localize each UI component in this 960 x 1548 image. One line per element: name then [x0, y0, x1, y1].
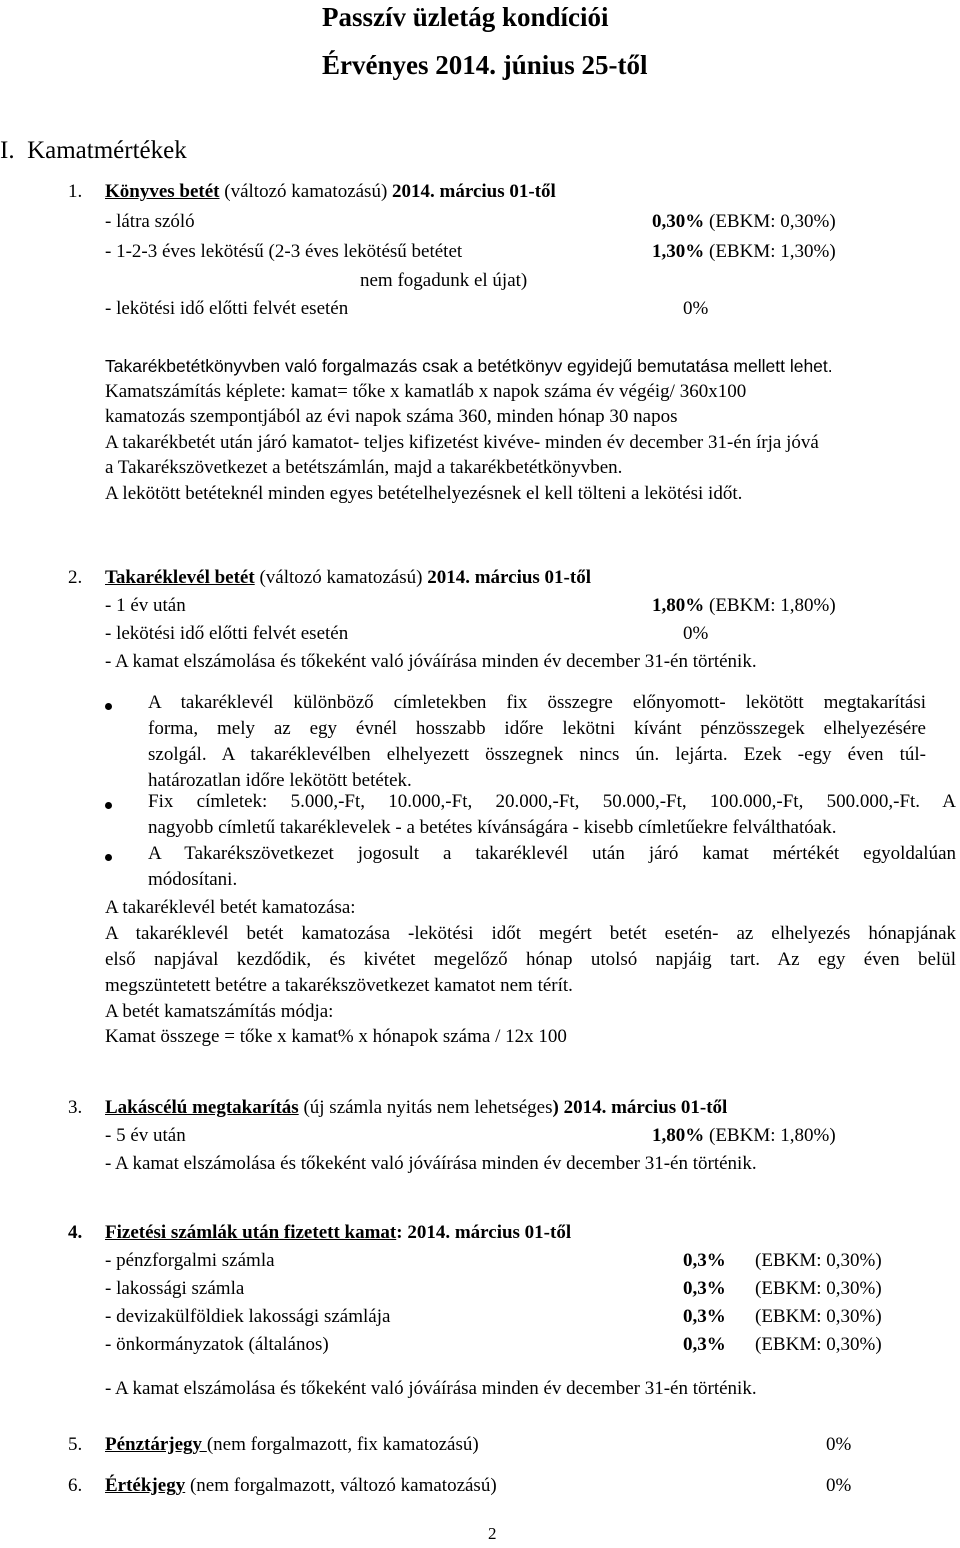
s1-r2-ebkm: (EBKM: 1,30%): [709, 241, 836, 262]
s4-colon: :: [396, 1222, 403, 1243]
s5-desc: (nem forgalmazott, fix kamatozású): [206, 1434, 479, 1455]
s2-type: (változó kamatozású): [254, 567, 428, 588]
s1-name: Könyves betét: [105, 181, 220, 202]
s2-r1-ebkm: (EBKM: 1,80%): [709, 595, 836, 616]
s1-r2-value: [652, 240, 836, 264]
s2-r2-rate: 0%: [683, 623, 709, 644]
s1-paragraph: Takarékbetétkönyvben való forgalmazás csak a betétkönyv egyidejű bemutatása mellett lehet.: [105, 356, 833, 376]
s1-r1-ebkm: (EBKM: 0,30%): [709, 211, 836, 232]
s4-note: - A kamat elszámolása és tőkeként való jóváírása minden év december 31-én történik.: [105, 1378, 757, 1399]
s1-heading: [105, 180, 556, 204]
s2-interest-heading: A takaréklevél betét kamatozása:: [105, 897, 356, 918]
s2-interest-text: első napjával kezdődik, és kivétet megelőző hónap utolsó napjáig tart. Az egy éven belül: [105, 949, 956, 970]
s4-row-label: - devizakülföldiek lakossági számlája: [105, 1306, 391, 1327]
s4-row-rate: 0,3%: [683, 1306, 726, 1327]
page-subtitle: Érvényes 2014. június 25-től: [322, 50, 648, 80]
s3-r1-value: [652, 1124, 836, 1148]
s2-r2-label: - lekötési idő előtti felvét esetén: [105, 623, 349, 644]
section-heading: [0, 136, 187, 166]
s2-bullet-1: határozatlan időre lekötött betétek.: [148, 770, 412, 791]
s4-row-ebkm: (EBKM: 0,30%): [755, 1278, 882, 1299]
s2-bullet-3: A Takarékszövetkezet jogosult a takaréklevél után járó kamat mértékét egyoldalúan: [148, 843, 956, 864]
s6-name: Értékjegy: [105, 1475, 186, 1496]
s3-r2: - A kamat elszámolása és tőkeként való jóváírása minden év december 31-én történik.: [105, 1153, 757, 1174]
s1-r2-continuation: nem fogadunk el újat): [360, 270, 528, 291]
s4-row-rate: 0,3%: [683, 1250, 726, 1271]
s5-rate: 0%: [826, 1434, 852, 1455]
s2-bullet-3: módosítani.: [148, 869, 238, 890]
section-number: I.: [0, 137, 15, 164]
bullet-icon: [105, 703, 112, 710]
s2-bullet-1: A takaréklevél különböző címletekben fix összegre előnyomott- lekötött megtakarítási: [148, 692, 926, 713]
s3-r1-rate: 1,80%: [652, 1125, 705, 1146]
s2-r1-rate: 1,80%: [652, 595, 705, 616]
s3-r1-ebkm: (EBKM: 1,80%): [709, 1125, 836, 1146]
s6-heading: [105, 1474, 497, 1498]
bullet-icon: [105, 854, 112, 861]
s1-r3-label: - lekötési idő előtti felvét esetén: [105, 298, 349, 319]
s1-number: 1.: [68, 181, 83, 202]
s1-paragraph: a Takarékszövetkezet a betétszámlán, majd a takarékbetétkönyvben.: [105, 457, 623, 478]
s4-number: 4.: [68, 1222, 83, 1243]
s1-r1-label: - látra szóló: [105, 211, 195, 232]
s4-row-label: - pénzforgalmi számla: [105, 1250, 275, 1271]
s2-bullet-1: forma, mely az egy évnél hosszabb időre lekötni kívánt pénzösszegek elhelyezésére: [148, 718, 926, 739]
s4-row-ebkm: (EBKM: 0,30%): [755, 1334, 882, 1355]
s3-paren: ): [552, 1097, 559, 1118]
s1-paragraph: A takarékbetét után járó kamatot- teljes kifizetést kivéve- minden év december 31-én írja jóvá: [105, 432, 819, 453]
s2-number: 2.: [68, 567, 83, 588]
s2-interest-text: A takaréklevél betét kamatozása -lekötési időt megért betét esetén- az elhelyezés hónapjának: [105, 923, 956, 944]
s2-bullet-2: nagyobb címletű takaréklevelek - a betétes kívánságára - kisebb címletűekre felválthatóak.: [148, 817, 837, 838]
s2-bullet-1: szolgál. A takaréklevélben elhelyezett összegnek nincs ún. lejárta. Ezek -egy éven túl-: [148, 744, 926, 765]
s1-r2-rate: 1,30%: [652, 241, 705, 262]
s5-name: Pénztárjegy: [105, 1434, 207, 1455]
s3-date: 2014. március 01-től: [558, 1097, 728, 1118]
s4-row-ebkm: (EBKM: 0,30%): [755, 1250, 882, 1271]
s4-row-rate: 0,3%: [683, 1278, 726, 1299]
s2-r3: - A kamat elszámolása és tőkeként való jóváírása minden év december 31-én történik.: [105, 651, 757, 672]
s3-heading: [105, 1096, 727, 1120]
section-label: Kamatmértékek: [27, 137, 187, 164]
s6-number: 6.: [68, 1475, 83, 1496]
bullet-icon: [105, 802, 112, 809]
s4-row-ebkm: (EBKM: 0,30%): [755, 1306, 882, 1327]
s1-r1-value: [652, 210, 836, 234]
s1-paragraph: kamatozás szempontjából az évi napok száma 360, minden hónap 30 napos: [105, 406, 678, 427]
s2-heading: [105, 566, 591, 590]
page-number: 2: [488, 1524, 497, 1543]
s2-bullet-2: Fix címletek: 5.000,-Ft, 10.000,-Ft, 20.000,-Ft, 50.000,-Ft, 100.000,-Ft, 500.000,-Ft. A: [148, 791, 956, 812]
page-title: Passzív üzletág kondíciói: [322, 2, 609, 32]
s4-row-rate: 0,3%: [683, 1334, 726, 1355]
s1-paragraph: A lekötött betéteknél minden egyes betételhelyezésnek el kell tölteni a lekötési időt.: [105, 483, 743, 504]
s2-method-heading: A betét kamatszámítás módja:: [105, 1001, 334, 1022]
s4-row-label: - önkormányzatok (általános): [105, 1334, 329, 1355]
s3-number: 3.: [68, 1097, 83, 1118]
s1-r1-rate: 0,30%: [652, 211, 705, 232]
s4-row-label: - lakossági számla: [105, 1278, 245, 1299]
s2-formula: Kamat összege = tőke x kamat% x hónapok száma / 12x 100: [105, 1026, 567, 1047]
s4-heading: [105, 1221, 571, 1245]
s2-name: Takaréklevél betét: [105, 567, 255, 588]
s3-r1-label: - 5 év után: [105, 1125, 186, 1146]
s2-date: 2014. március 01-től: [427, 567, 591, 588]
s3-name: Lakáscélú megtakarítás: [105, 1097, 299, 1118]
s3-type: (új számla nyitás nem lehetséges: [298, 1097, 553, 1118]
s4-name: Fizetési számlák után fizetett kamat: [105, 1222, 397, 1243]
s1-type: (változó kamatozású): [219, 181, 393, 202]
s5-number: 5.: [68, 1434, 83, 1455]
s6-rate: 0%: [826, 1475, 852, 1496]
s2-r1-value: [652, 594, 836, 618]
s2-r1-label: - 1 év után: [105, 595, 186, 616]
s1-date: 2014. március 01-től: [392, 181, 556, 202]
s2-interest-text: megszüntetett betétre a takarékszövetkezet kamatot nem térít.: [105, 975, 573, 996]
s4-date: 2014. március 01-től: [402, 1222, 572, 1243]
s5-heading: [105, 1433, 479, 1457]
s1-paragraph: Kamatszámítás képlete: kamat= tőke x kamatláb x napok száma év végéig/ 360x100: [105, 381, 747, 402]
s6-desc: (nem forgalmazott, változó kamatozású): [185, 1475, 497, 1496]
s1-r3-rate: 0%: [683, 298, 709, 319]
s1-r2-label: - 1-2-3 éves lekötésű (2-3 éves lekötésű betétet: [105, 241, 463, 262]
